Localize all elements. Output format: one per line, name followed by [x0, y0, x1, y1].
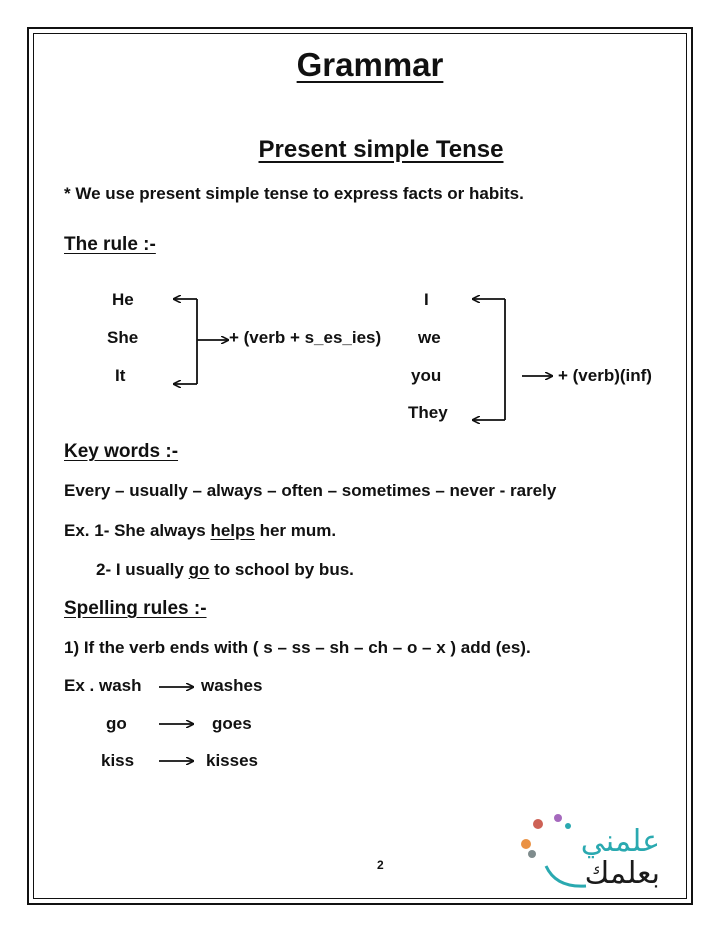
spelling-ex-3-result: kisses — [206, 751, 258, 770]
page-title: Grammar — [296, 46, 444, 83]
logo-text-line2: بعلمك — [584, 856, 660, 891]
logo-text-line1: علمني — [580, 824, 660, 859]
intro-text: * We use present simple tense to express facts or habits. — [64, 184, 524, 203]
pronoun-they: They — [408, 403, 448, 422]
key-words-list: Every – usually – always – often – sometimes – never - rarely — [64, 481, 557, 500]
pronoun-she: She — [107, 328, 139, 347]
bracket-left-icon — [174, 299, 228, 384]
spelling-ex-3-base: kiss — [101, 751, 135, 770]
spelling-heading: Spelling rules :- — [64, 598, 207, 619]
spelling-ex-2-base: go — [106, 714, 127, 733]
pronoun-he: He — [112, 290, 134, 309]
group1-formula: + (verb + s_es_ies) — [229, 328, 382, 347]
example-1 — [64, 521, 336, 541]
spelling-ex-1-result: washes — [201, 676, 263, 695]
pronoun-i: I — [424, 290, 429, 309]
example-2-suffix: to school by bus. — [209, 560, 354, 579]
spelling-ex-1-base: wash — [99, 676, 142, 695]
pronoun-you: you — [411, 366, 442, 385]
example-2-verb: go — [188, 560, 210, 579]
brand-logo — [516, 806, 664, 898]
spelling-ex-2-result: goes — [212, 714, 252, 733]
page-subtitle: Present simple Tense — [258, 136, 504, 163]
spelling-ex-label: Ex . — [64, 676, 95, 695]
pronoun-we: we — [418, 328, 441, 347]
bracket-right-icon — [473, 299, 552, 420]
example-2 — [96, 560, 354, 580]
example-1-suffix: her mum. — [254, 521, 337, 540]
example-1-verb: helps — [210, 521, 255, 540]
spelling-rule-1: 1) If the verb ends with ( s – ss – sh – ch – o – x ) add (es). — [64, 638, 531, 657]
arrow-right-icon — [159, 687, 193, 761]
example-1-prefix: Ex. 1- She always — [64, 521, 211, 540]
example-2-prefix: 2- I usually — [96, 560, 189, 579]
page-number: 2 — [377, 858, 384, 872]
pronoun-it: It — [115, 366, 126, 385]
rule-heading: The rule :- — [64, 234, 156, 255]
group2-formula: + (verb)(inf) — [558, 366, 652, 385]
key-words-heading: Key words :- — [64, 441, 179, 462]
